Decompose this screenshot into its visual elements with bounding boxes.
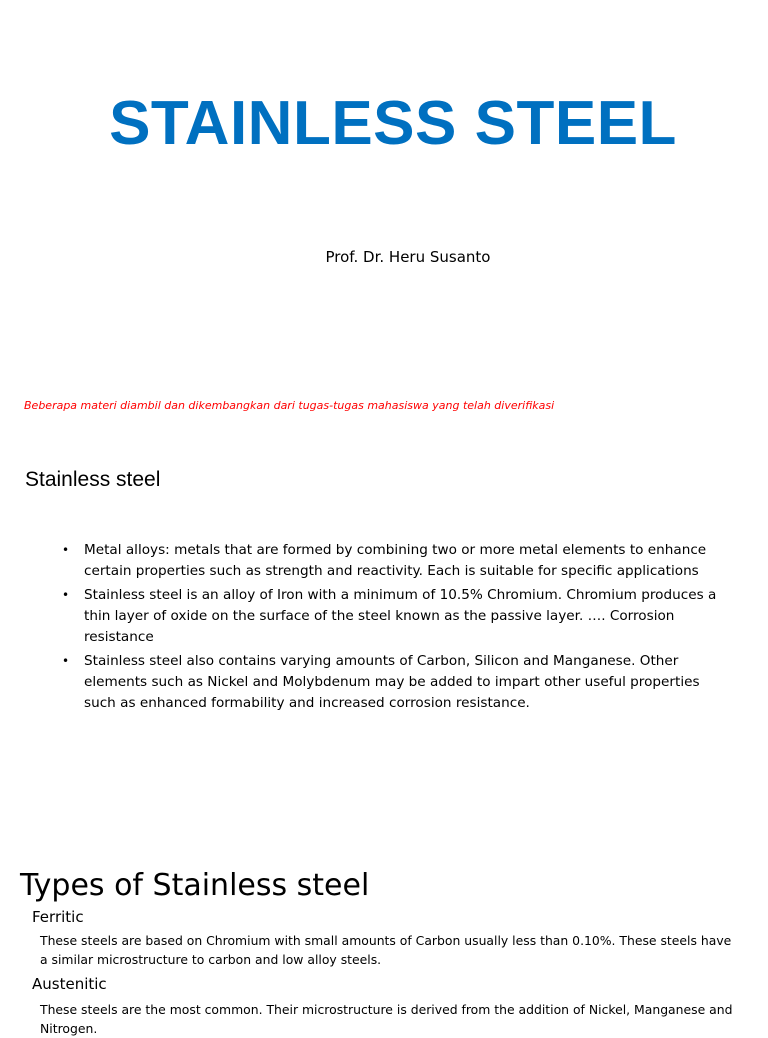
type-name-austenitic: Austenitic xyxy=(32,975,107,993)
bullet-list xyxy=(62,540,722,717)
list-item xyxy=(62,651,722,714)
type-name-ferritic: Ferritic xyxy=(32,908,84,926)
list-item xyxy=(62,540,722,582)
types-heading: Types of Stainless steel xyxy=(20,868,370,903)
bullet-text: Metal alloys: metals that are formed by combining two or more metal elements to enhance certain properties such as strength and reactivity. Each is suitable for specific applications xyxy=(84,542,707,579)
list-item xyxy=(62,585,722,648)
bullet-text: Stainless steel also contains varying amounts of Carbon, Silicon and Manganese. Other elements such as Nickel and Molybdenum may be added to impart other useful properties such as enhanced formability and increased corrosion resistance. xyxy=(84,653,700,711)
bullet-text: Stainless steel is an alloy of Iron with a minimum of 10.5% Chromium. Chromium produces a thin layer of oxide on the surface of the steel known as the passive layer. …. Corrosion resistance xyxy=(84,587,717,645)
source-note: Beberapa materi diambil dan dikembangkan dari tugas-tugas mahasiswa yang telah diverifikasi xyxy=(24,399,555,412)
page-title: STAINLESS STEEL xyxy=(109,89,677,158)
author-name: Prof. Dr. Heru Susanto xyxy=(325,248,491,266)
section-heading: Stainless steel xyxy=(25,468,161,491)
bullet-icon: • xyxy=(62,543,70,557)
type-description-ferritic: These steels are based on Chromium with small amounts of Carbon usually less than 0.10%. These steels have a similar microstructure to carbon and low alloy steels. xyxy=(40,933,732,967)
type-description-austenitic: These steels are the most common. Their microstructure is derived from the addition of Nickel, Manganese and Nitrogen. xyxy=(40,1002,733,1036)
bullet-icon: • xyxy=(62,588,70,602)
bullet-icon: • xyxy=(62,654,70,668)
